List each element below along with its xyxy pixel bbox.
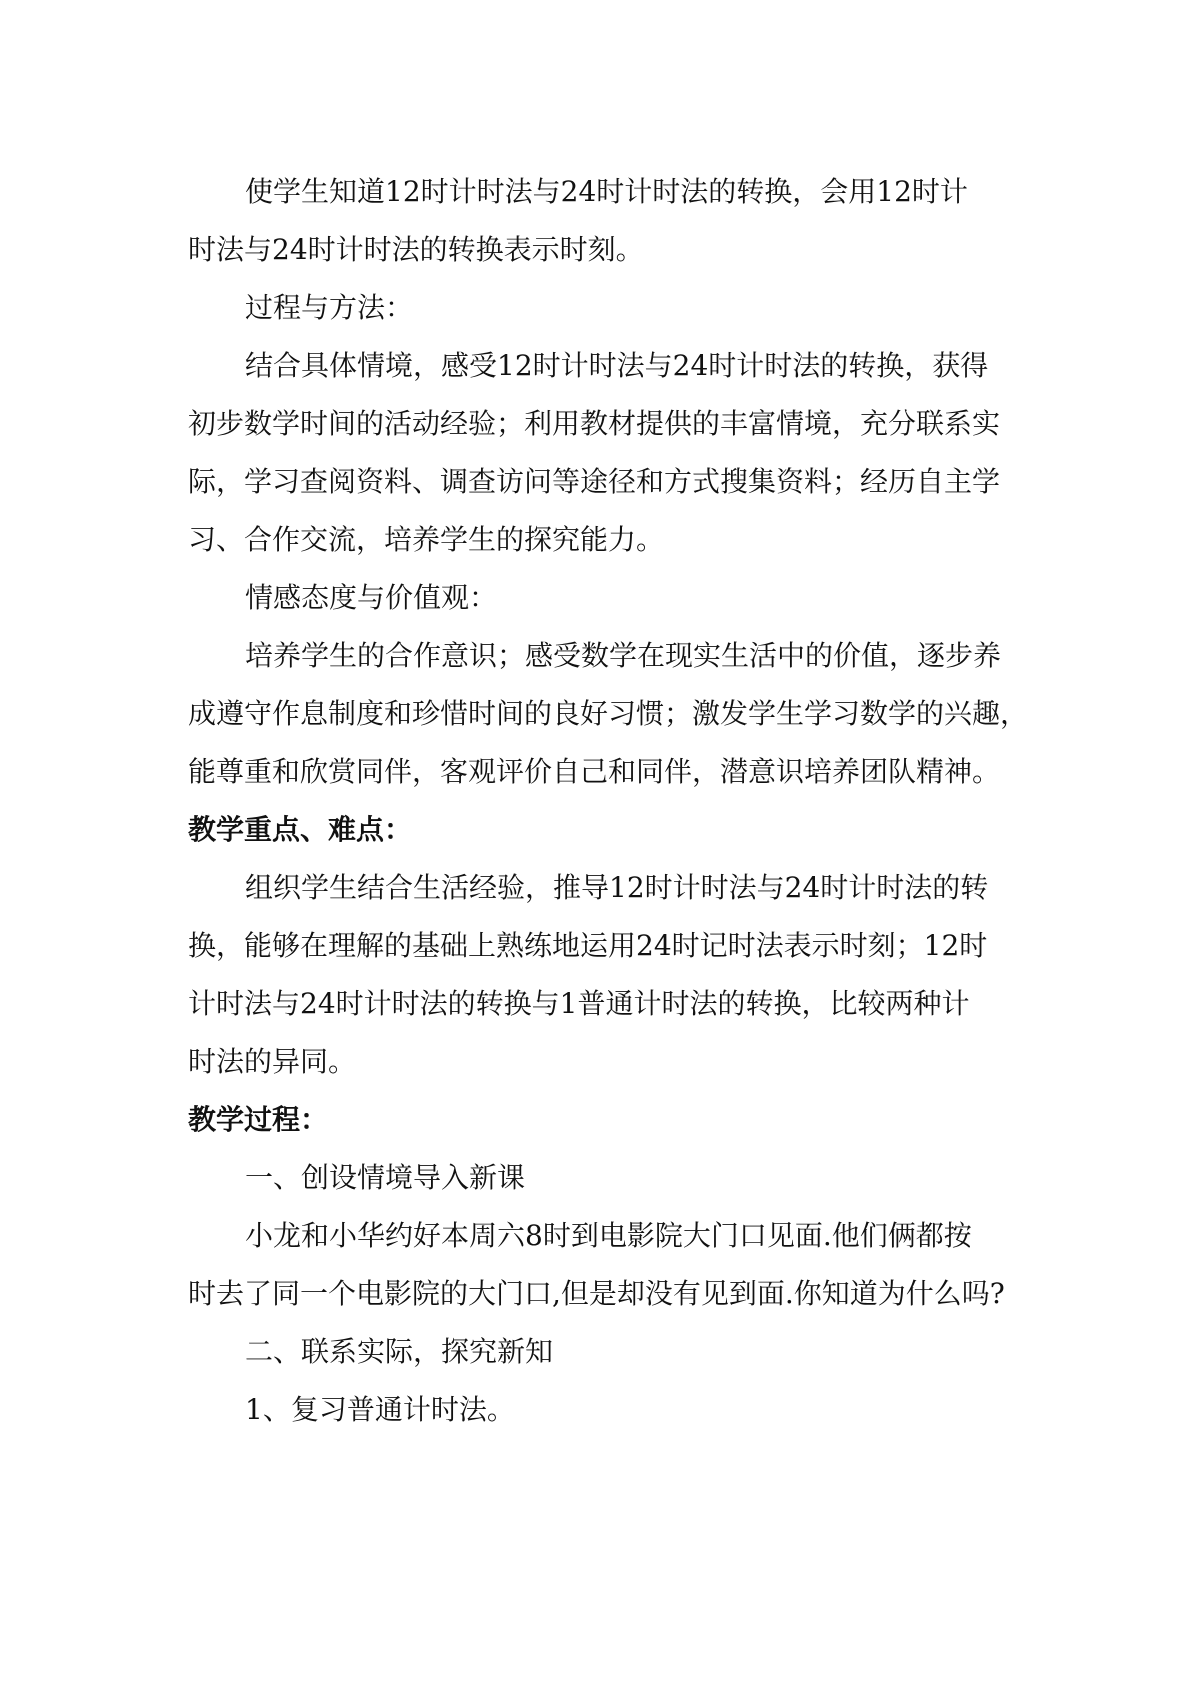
section-label: 过程与方法： [245,291,414,324]
paragraph-line: 结合具体情境，感受12时计时法与24时计时法的转换，获得 [245,349,989,382]
paragraph-line: 使学生知道12时计时法与24时计时法的转换，会用12时计 [245,175,968,208]
section-heading: 教学过程： [188,1103,329,1136]
paragraph-line: 初步数学时间的活动经验；利用教材提供的丰富情境，充分联系实 [188,407,1001,440]
paragraph-line: 时法的异同。 [188,1045,357,1078]
paragraph-line: 时去了同一个电影院的大门口,但是却没有见到面.你知道为什么吗? [188,1277,1005,1310]
subsection-heading: 二、联系实际，探究新知 [245,1335,554,1368]
paragraph-line: 培养学生的合作意识；感受数学在现实生活中的价值，逐步养 [245,639,1002,672]
paragraph-line: 计时法与24时计时法的转换与1普通计时法的转换，比较两种计 [188,987,970,1020]
list-item: 1、复习普通计时法。 [245,1393,515,1426]
paragraph-line: 能尊重和欣赏同伴，客观评价自己和同伴，潜意识培养团队精神。 [188,755,1001,788]
paragraph-line: 时法与24时计时法的转换表示时刻。 [188,233,644,266]
paragraph-line: 小龙和小华约好本周六8时到电影院大门口见面.他们俩都按 [245,1219,972,1252]
subsection-heading: 一、创设情境导入新课 [245,1161,526,1194]
section-label: 情感态度与价值观： [245,581,498,614]
paragraph-line: 成遵守作息制度和珍惜时间的良好习惯；激发学生学习数学的兴趣， [188,697,1029,730]
section-heading: 教学重点、难点： [188,813,413,846]
paragraph-line: 际，学习查阅资料、调查访问等途径和方式搜集资料；经历自主学 [188,465,1001,498]
paragraph-line: 习、合作交流，培养学生的探究能力。 [188,523,665,556]
paragraph-line: 换，能够在理解的基础上熟练地运用24时记时法表示时刻；12时 [188,929,988,962]
paragraph-line: 组织学生结合生活经验，推导12时计时法与24时计时法的转 [245,871,989,904]
